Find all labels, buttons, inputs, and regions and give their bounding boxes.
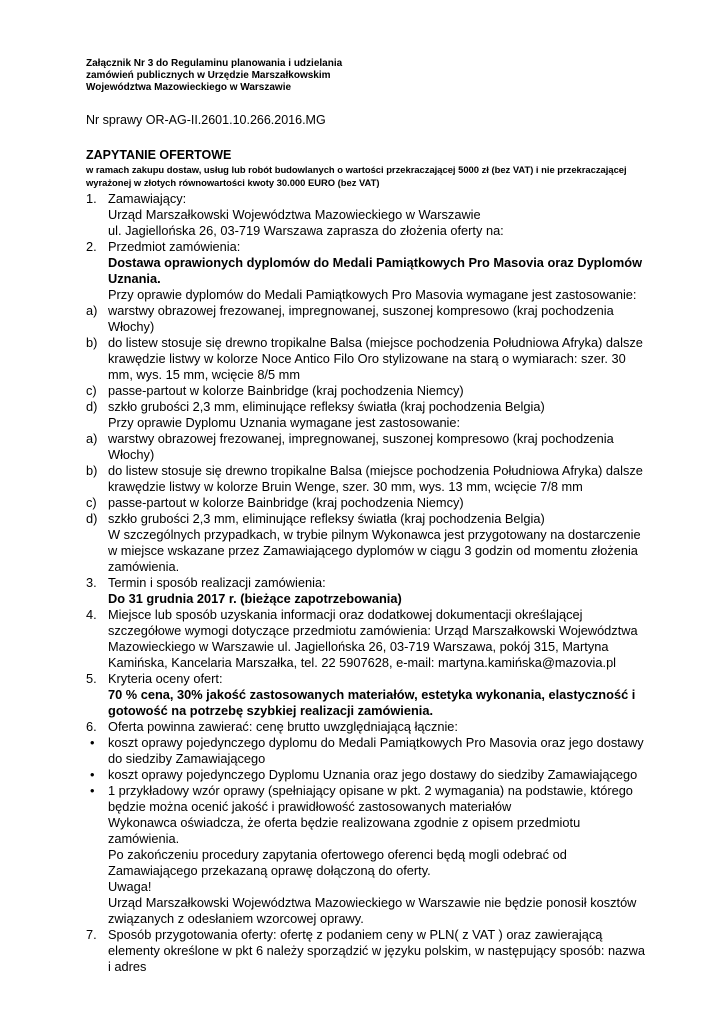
section-text-block bbox=[86, 415, 646, 431]
section-text: Urząd Marszałkowski Województwa Mazowieckiego w Warszawie bbox=[108, 207, 481, 222]
bullet-icon: • bbox=[90, 767, 95, 782]
bullet-item bbox=[86, 767, 646, 783]
section-label: Termin i sposób realizacji zamówienia: bbox=[108, 575, 326, 590]
list-marker: a) bbox=[86, 303, 98, 318]
list-marker: d) bbox=[86, 399, 98, 414]
deadline: Do 31 grudnia 2017 r. (bieżące zapotrzebowania) bbox=[108, 591, 402, 606]
section-4 bbox=[86, 607, 646, 671]
list-marker: d) bbox=[86, 511, 98, 526]
attachment-header-line: Załącznik Nr 3 do Regulaminu planowania i udzielania bbox=[86, 58, 343, 69]
list-item bbox=[86, 399, 646, 415]
warning-label: Uwaga! bbox=[108, 879, 152, 894]
case-number: Nr sprawy OR-AG-II.2601.10.266.2016.MG bbox=[86, 113, 326, 127]
list-text: passe-partout w kolorze Bainbridge (kraj pochodzenia Niemcy) bbox=[108, 495, 464, 510]
list-item bbox=[86, 335, 646, 383]
list-marker: b) bbox=[86, 335, 98, 350]
section-7 bbox=[86, 927, 646, 975]
list-marker: c) bbox=[86, 383, 97, 398]
list-item bbox=[86, 463, 646, 495]
section-text: Wykonawca oświadcza, że oferta będzie realizowana zgodnie z opisem przedmiotu zamówienia. bbox=[108, 815, 581, 846]
list-item bbox=[86, 511, 646, 527]
section-text: W szczególnych przypadkach, w trybie pilnym Wykonawca jest przygotowany na dostarczenie w miejsce wskazane przez Zamawiającego dyplomów w ciągu 3 godzin od momentu złożenia zamówienia. bbox=[108, 527, 641, 574]
list-text: szkło grubości 2,3 mm, eliminujące refleksy światła (kraj pochodzenia Belgia) bbox=[108, 399, 545, 414]
section-marker: 2. bbox=[86, 239, 97, 254]
bullet-text: koszt oprawy pojedynczego dyplomu do Medali Pamiątkowych Pro Masovia oraz jego dostawy do siedziby Zamawiającego bbox=[108, 735, 644, 766]
section-6 bbox=[86, 719, 646, 735]
document-body bbox=[86, 191, 646, 975]
bullet-icon: • bbox=[90, 735, 95, 750]
attachment-header bbox=[86, 58, 342, 94]
section-marker: 6. bbox=[86, 719, 97, 734]
section-label: Zamawiający: bbox=[108, 191, 187, 206]
list-marker: c) bbox=[86, 495, 97, 510]
section-text: Po zakończeniu procedury zapytania ofertowego oferenci będą mogli odebrać od Zamawiającego przekazaną oprawę dołączoną do oferty. bbox=[108, 847, 567, 878]
section-marker: 3. bbox=[86, 575, 97, 590]
list-marker: a) bbox=[86, 431, 98, 446]
bullet-icon: • bbox=[90, 783, 95, 798]
attachment-header-line: Województwa Mazowieckiego w Warszawie bbox=[86, 82, 292, 93]
list-text: warstwy obrazowej frezowanej, impregnowanej, suszonej kompresowo (kraj pochodzenia Włochy) bbox=[108, 303, 614, 334]
section-text: ul. Jagiellońska 26, 03-719 Warszawa zaprasza do złożenia oferty na: bbox=[108, 223, 504, 238]
list-text: passe-partout w kolorze Bainbridge (kraj pochodzenia Niemcy) bbox=[108, 383, 464, 398]
section-1 bbox=[86, 191, 646, 239]
bullet-item bbox=[86, 735, 646, 767]
warning-text: Urząd Marszałkowski Województwa Mazowieckiego w Warszawie nie będzie ponosił kosztów związanych z odesłaniem wzorcowej oprawy. bbox=[108, 895, 637, 926]
order-subject: Dostawa oprawionych dyplomów do Medali Pamiątkowych Pro Masovia oraz Dyplomów Uznania. bbox=[108, 255, 643, 286]
section-marker: 4. bbox=[86, 607, 97, 622]
list-text: szkło grubości 2,3 mm, eliminujące refleksy światła (kraj pochodzenia Belgia) bbox=[108, 511, 545, 526]
section-text: Przy oprawie dyplomów do Medali Pamiątkowych Pro Masovia wymagane jest zastosowanie: bbox=[108, 287, 637, 302]
section-text: Sposób przygotowania oferty: ofertę z podaniem ceny w PLN( z VAT ) oraz zawierającą elementy określone w pkt 6 należy sporządzić w języku polskim, w następujący sposób: nazwa i adres bbox=[108, 927, 646, 974]
bullet-text: 1 przykładowy wzór oprawy (spełniający opisane w pkt. 2 wymagania) na podstawie, którego będzie można ocenić jakość i prawidłowość zastosowanych materiałów bbox=[108, 783, 633, 814]
section-marker: 5. bbox=[86, 671, 97, 686]
bullet-item bbox=[86, 783, 646, 927]
list-text: warstwy obrazowej frezowanej, impregnowanej, suszonej kompresowo (kraj pochodzenia Włochy) bbox=[108, 431, 614, 462]
section-3 bbox=[86, 575, 646, 607]
section-text-block bbox=[86, 527, 646, 575]
bullet-text: koszt oprawy pojedynczego Dyplomu Uznania oraz jego dostawy do siedziby Zamawiającego bbox=[108, 767, 638, 782]
document-subtitle: w ramach zakupu dostaw, usług lub robót budowlanych o wartości przekraczającej 5000 zł (bez VAT) i nie przekraczającej wyrażonej w złotych równowartości kwoty 30.000 EURO (bez VAT) bbox=[86, 164, 627, 188]
list-item bbox=[86, 495, 646, 511]
section-text: Miejsce lub sposób uzyskania informacji oraz dodatkowej dokumentacji określającej szczegółowe wymogi dotyczące przedmiotu zamówienia: Urząd Marszałkowski Województwa Mazowieckiego w Warszawie ul. Jagiellońska 26, 03-719 Warszawa, pokój 315, Martyna Kamińska, Kancelaria Marszałka, tel. 22 5907628, e-mail: martyna.kamińska@mazovia.pl bbox=[108, 607, 638, 670]
list-item bbox=[86, 383, 646, 399]
list-text: do listew stosuje się drewno tropikalne Balsa (miejsce pochodzenia Południowa Afryka) dalsze krawędzie listwy w kolorze Bruin Wenge, szer. 30 mm, wys. 13 mm, wcięcie 7/8 mm bbox=[108, 463, 643, 494]
attachment-header-line: zamówień publicznych w Urzędzie Marszałkowskim bbox=[86, 70, 331, 81]
section-text: Przy oprawie Dyplomu Uznania wymagane jest zastosowanie: bbox=[108, 415, 461, 430]
list-text: do listew stosuje się drewno tropikalne Balsa (miejsce pochodzenia Południowa Afryka) dalsze krawędzie listwy w kolorze Noce Antico Filo Oro stylizowane na starą o wymiarach: szer. 30 mm, wys. 15 mm, wcięcie 8/5 mm bbox=[108, 335, 643, 382]
list-item bbox=[86, 431, 646, 463]
document-title: ZAPYTANIE OFERTOWE bbox=[86, 148, 232, 162]
list-marker: b) bbox=[86, 463, 98, 478]
evaluation-criteria: 70 % cena, 30% jakość zastosowanych materiałów, estetyka wykonania, elastyczność i gotowość na potrzebę szybkiej realizacji zamówienia. bbox=[108, 687, 636, 718]
section-marker: 7. bbox=[86, 927, 97, 942]
section-label: Oferta powinna zawierać: cenę brutto uwzględniającą łącznie: bbox=[108, 719, 458, 734]
section-marker: 1. bbox=[86, 191, 97, 206]
list-item bbox=[86, 303, 646, 335]
section-label: Przedmiot zamówienia: bbox=[108, 239, 241, 254]
section-label: Kryteria oceny ofert: bbox=[108, 671, 223, 686]
section-5 bbox=[86, 671, 646, 719]
section-2 bbox=[86, 239, 646, 303]
